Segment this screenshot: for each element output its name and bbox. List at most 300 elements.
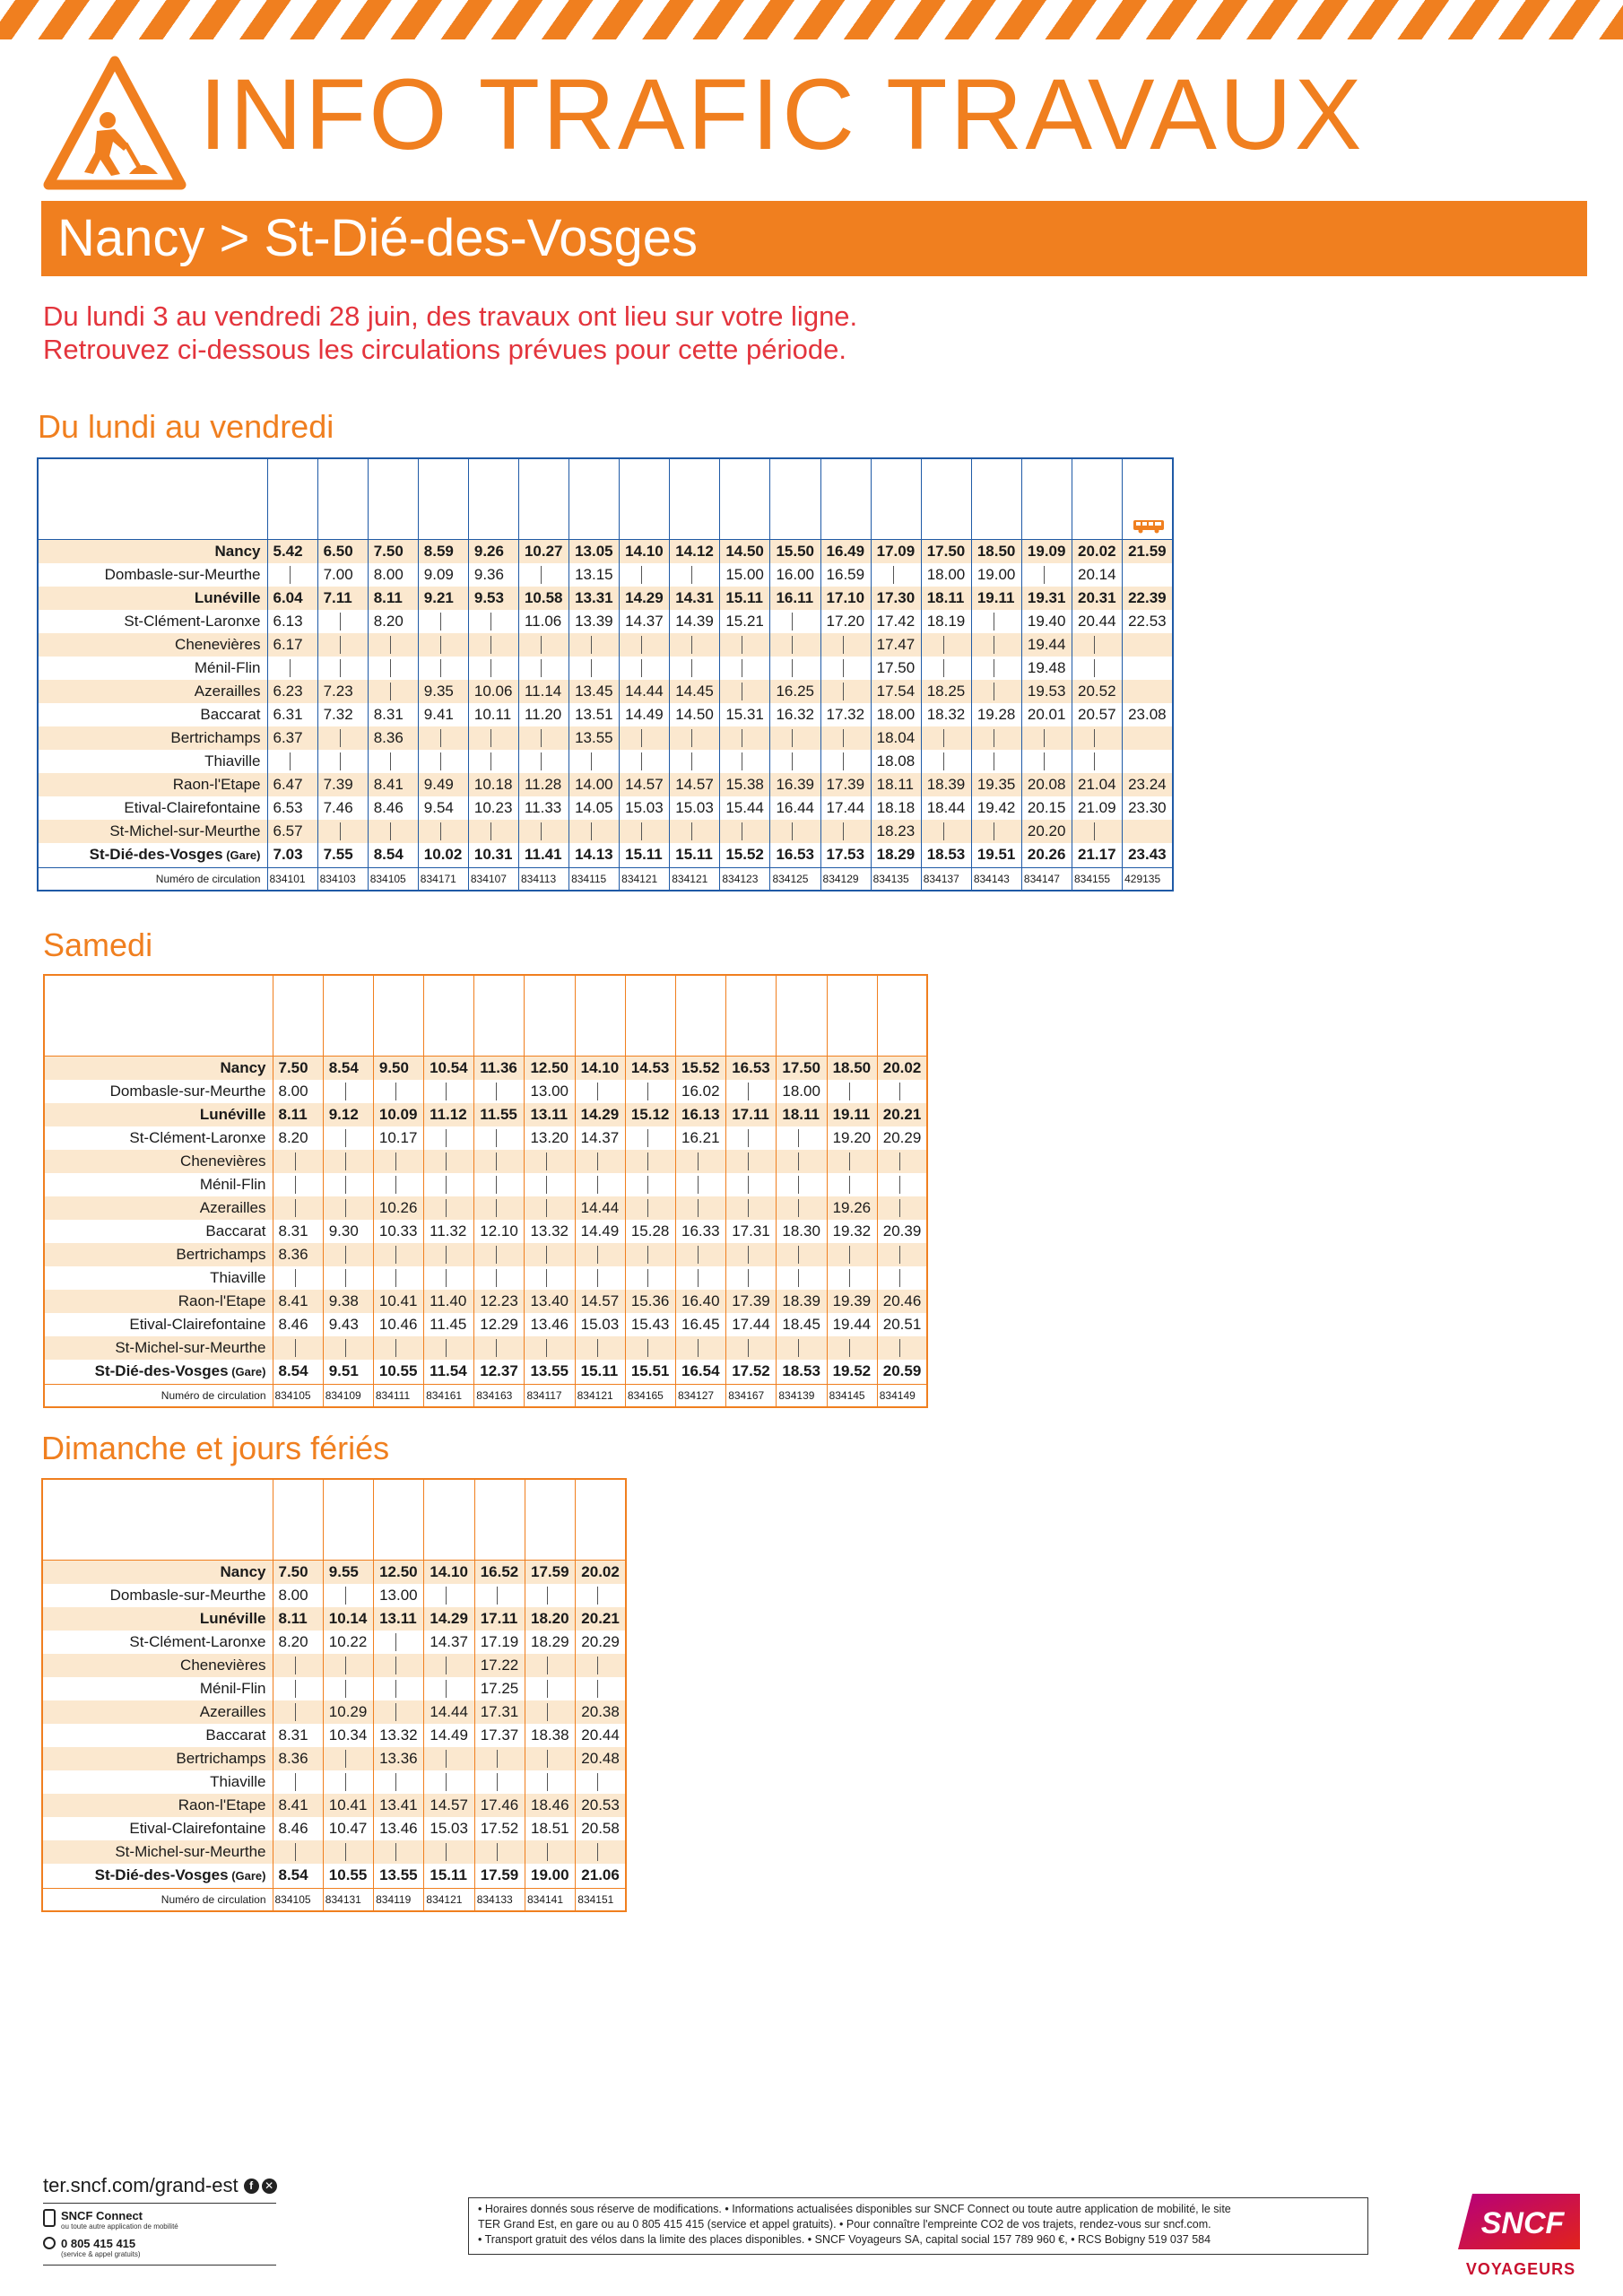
circulation-number: 834143 [971,867,1021,891]
time-cell: 20.57 [1072,703,1123,726]
pass-through-marker [424,1080,474,1103]
time-cell: 14.49 [575,1220,625,1243]
time-cell: 15.11 [720,587,770,610]
time-cell: 21.06 [576,1864,626,1889]
time-cell: 13.11 [374,1607,424,1631]
time-cell: 15.11 [620,843,670,868]
pass-through-marker [474,1584,525,1607]
time-cell: 17.19 [474,1631,525,1654]
time-cell: 16.33 [676,1220,726,1243]
time-cell: 10.29 [323,1700,373,1724]
time-cell: 9.12 [323,1103,373,1126]
station-row [38,773,1173,796]
time-cell: 6.47 [267,773,317,796]
station-name: Lunéville [42,1607,273,1631]
time-cell: 14.00 [569,773,620,796]
time-cell: 15.36 [625,1290,675,1313]
time-cell: 8.31 [273,1220,323,1243]
time-cell: 6.13 [267,610,317,633]
time-cell: 17.09 [871,539,921,563]
pass-through-marker [525,1173,575,1196]
pass-through-marker [273,1700,323,1724]
pass-through-marker [921,633,971,657]
pass-through-marker [468,726,518,750]
time-cell: 20.15 [1021,796,1072,820]
pass-through-marker [676,1173,726,1196]
pass-through-marker [670,657,720,680]
time-cell: 10.41 [373,1290,423,1313]
sunday-timetable [41,1478,627,1912]
time-cell: 18.04 [871,726,921,750]
time-cell: 10.46 [373,1313,423,1336]
pass-through-marker [273,1150,323,1173]
time-cell: 11.28 [518,773,568,796]
pass-through-marker [575,1266,625,1290]
pass-through-marker [518,657,568,680]
circulation-number: 834145 [827,1384,877,1407]
time-cell: 16.39 [770,773,820,796]
station-row [38,563,1173,587]
time-cell: 16.02 [676,1080,726,1103]
header-row [44,975,927,1056]
pass-through-marker [777,1266,827,1290]
time-cell: 13.20 [525,1126,575,1150]
time-cell: 15.03 [575,1313,625,1336]
time-cell: 10.23 [468,796,518,820]
time-cell: 17.50 [777,1056,827,1080]
time-cell: 11.54 [424,1360,474,1385]
pass-through-marker [770,820,820,843]
circulation-number: 834109 [323,1384,373,1407]
pass-through-marker [1072,820,1123,843]
time-cell: 13.00 [525,1080,575,1103]
time-cell: 20.52 [1072,680,1123,703]
time-cell: 18.23 [871,820,921,843]
time-cell: 13.05 [569,539,620,563]
time-cell: 14.29 [575,1103,625,1126]
time-cell: 16.32 [770,703,820,726]
time-cell: 13.11 [525,1103,575,1126]
time-cell: 9.51 [323,1360,373,1385]
time-cell: 6.57 [267,820,317,843]
circulation-number: 834135 [871,867,921,891]
station-name: Azerailles [42,1700,273,1724]
pass-through-marker [971,657,1021,680]
time-cell: 17.46 [474,1794,525,1817]
time-cell: 8.20 [273,1126,323,1150]
time-cell: 19.31 [1021,587,1072,610]
time-cell: 10.09 [373,1103,423,1126]
time-cell: 10.55 [323,1864,373,1889]
sunday-section-title: Dimanche et jours fériés [41,1430,390,1466]
time-cell: 20.21 [576,1607,626,1631]
time-cell: 20.53 [576,1794,626,1817]
pass-through-marker [368,680,418,703]
time-cell: 7.50 [273,1056,323,1080]
pass-through-marker [317,633,368,657]
station-row [38,610,1173,633]
pass-through-marker [877,1243,927,1266]
pass-through-marker [921,820,971,843]
pass-through-marker [827,1336,877,1360]
pass-through-marker [273,1173,323,1196]
station-row [38,796,1173,820]
pass-through-marker [569,657,620,680]
pass-through-marker [373,1173,423,1196]
pass-through-marker [576,1677,626,1700]
pass-through-marker [827,1243,877,1266]
pass-through-marker [726,1173,777,1196]
time-cell: 10.06 [468,680,518,703]
time-cell: 17.59 [474,1864,525,1889]
station-name: Thiaville [38,750,267,773]
circulation-number: 834171 [418,867,468,891]
circulation-numbers-label: Numéro de circulation [38,867,267,891]
station-name: St-Michel-sur-Meurthe [44,1336,273,1360]
time-cell: 20.14 [1072,563,1123,587]
pass-through-marker [676,1243,726,1266]
time-cell: 7.46 [317,796,368,820]
pass-through-marker [576,1840,626,1864]
time-cell: 19.20 [827,1126,877,1150]
time-cell: 17.31 [726,1220,777,1243]
pass-through-marker [877,1150,927,1173]
pass-through-marker [317,726,368,750]
time-cell: 7.50 [368,539,418,563]
time-cell: 16.59 [820,563,871,587]
station-row [44,1126,927,1150]
pass-through-marker [820,633,871,657]
time-cell [1123,633,1173,657]
pass-through-marker [424,1266,474,1290]
time-cell: 17.32 [820,703,871,726]
pass-through-marker [525,1336,575,1360]
time-cell: 17.11 [726,1103,777,1126]
time-cell: 18.45 [777,1313,827,1336]
circulation-number: 834141 [525,1888,575,1911]
pass-through-marker [474,1840,525,1864]
time-cell: 14.31 [670,587,720,610]
intro-line: Retrouvez ci-dessous les circulations prévues pour cette période. [43,334,847,365]
pass-through-marker [323,1080,373,1103]
circulation-number: 834103 [317,867,368,891]
time-cell: 18.18 [871,796,921,820]
pass-through-marker [474,1173,525,1196]
pass-through-marker [620,750,670,773]
pass-through-marker [877,1173,927,1196]
circulation-number: 834121 [575,1384,625,1407]
station-name: Raon-l'Etape [38,773,267,796]
route-banner: Nancy > St-Dié-des-Vosges [41,201,1587,276]
pass-through-marker [620,657,670,680]
time-cell: 21.09 [1072,796,1123,820]
circulation-number: 834139 [777,1384,827,1407]
pass-through-marker [468,633,518,657]
time-cell: 9.54 [418,796,468,820]
time-cell: 8.31 [273,1724,323,1747]
pass-through-marker [424,1677,474,1700]
pass-through-marker [625,1266,675,1290]
phone-number[interactable]: 0 805 415 415 [61,2237,136,2250]
time-cell: 13.46 [374,1817,424,1840]
station-name: St-Dié-des-Vosges (Gare) [42,1864,273,1889]
pass-through-marker [971,820,1021,843]
station-row [42,1607,626,1631]
time-cell: 15.44 [720,796,770,820]
time-cell: 13.32 [525,1220,575,1243]
station-row [44,1150,927,1173]
pass-through-marker [373,1336,423,1360]
station-name: Etival-Clairefontaine [42,1817,273,1840]
time-cell: 18.00 [921,563,971,587]
time-cell: 8.41 [368,773,418,796]
circulation-number: 834105 [368,867,418,891]
time-cell: 8.20 [273,1631,323,1654]
pass-through-marker [273,1677,323,1700]
time-cell: 7.39 [317,773,368,796]
pass-through-marker [770,633,820,657]
station-name: Raon-l'Etape [42,1794,273,1817]
pass-through-marker [670,633,720,657]
pass-through-marker [525,1243,575,1266]
time-cell: 19.11 [827,1103,877,1126]
circulation-number: 834165 [625,1384,675,1407]
time-cell: 20.58 [576,1817,626,1840]
pass-through-marker [323,1747,373,1770]
station-name: Dombasle-sur-Meurthe [44,1080,273,1103]
time-cell [1123,820,1173,843]
pass-through-marker [373,1080,423,1103]
time-cell: 14.10 [424,1560,474,1584]
time-cell: 17.11 [474,1607,525,1631]
time-cell: 10.58 [518,587,568,610]
pass-through-marker [468,610,518,633]
pass-through-marker [827,1150,877,1173]
pass-through-marker [267,657,317,680]
pass-through-marker [620,726,670,750]
pass-through-marker [374,1770,424,1794]
pass-through-marker [418,610,468,633]
pass-through-marker [424,1770,474,1794]
time-cell: 14.29 [424,1607,474,1631]
time-cell: 8.41 [273,1794,323,1817]
station-row [38,657,1173,680]
time-cell: 7.32 [317,703,368,726]
time-cell: 18.11 [871,773,921,796]
circulation-number: 834155 [1072,867,1123,891]
pass-through-marker [525,1700,575,1724]
time-cell: 16.54 [676,1360,726,1385]
station-row [44,1360,927,1385]
saturday-section-title: Samedi [43,926,153,963]
pass-through-marker [368,633,418,657]
time-cell: 9.43 [323,1313,373,1336]
station-name: Baccarat [42,1724,273,1747]
pass-through-marker [726,1080,777,1103]
station-name: Bertrichamps [38,726,267,750]
time-cell: 19.53 [1021,680,1072,703]
facebook-icon[interactable]: f [244,2179,259,2194]
time-cell: 22.53 [1123,610,1173,633]
pass-through-marker [827,1173,877,1196]
time-cell: 8.54 [273,1864,323,1889]
time-cell: 15.31 [720,703,770,726]
x-icon[interactable]: ✕ [262,2179,277,2194]
pass-through-marker [820,657,871,680]
time-cell: 17.31 [474,1700,525,1724]
time-cell: 10.47 [323,1817,373,1840]
time-cell: 11.36 [474,1056,525,1080]
circulation-numbers-row [42,1888,626,1911]
time-cell: 13.41 [374,1794,424,1817]
pass-through-marker [575,1173,625,1196]
time-cell: 14.13 [569,843,620,868]
pass-through-marker [424,1584,474,1607]
station-name: Thiaville [42,1770,273,1794]
station-row [42,1677,626,1700]
pass-through-marker [1021,726,1072,750]
time-cell: 15.28 [625,1220,675,1243]
time-cell: 19.09 [1021,539,1072,563]
pass-through-marker [971,726,1021,750]
pass-through-marker [323,1126,373,1150]
circulation-number: 834131 [323,1888,373,1911]
pass-through-marker [576,1584,626,1607]
header-row [42,1479,626,1560]
time-cell: 13.00 [374,1584,424,1607]
time-cell: 19.48 [1021,657,1072,680]
time-cell: 14.50 [720,539,770,563]
header-row [38,458,1173,539]
pass-through-marker [317,657,368,680]
pass-through-marker [720,680,770,703]
time-cell: 21.04 [1072,773,1123,796]
time-cell: 6.53 [267,796,317,820]
hazard-stripes [0,0,1623,39]
pass-through-marker [525,1196,575,1220]
time-cell: 17.50 [871,657,921,680]
circulation-number: 834101 [267,867,317,891]
time-cell: 8.46 [368,796,418,820]
pass-through-marker [820,680,871,703]
pass-through-marker [777,1336,827,1360]
pass-through-marker [670,726,720,750]
circulation-number: 834147 [1021,867,1072,891]
time-cell: 11.32 [424,1220,474,1243]
pass-through-marker [726,1266,777,1290]
pass-through-marker [323,1196,373,1220]
time-cell: 11.41 [518,843,568,868]
pass-through-marker [877,1196,927,1220]
time-cell: 19.00 [525,1864,575,1889]
time-cell: 18.38 [525,1724,575,1747]
pass-through-marker [317,820,368,843]
pass-through-marker [971,750,1021,773]
circulation-number: 834161 [424,1384,474,1407]
station-name: Dombasle-sur-Meurthe [42,1584,273,1607]
pass-through-marker [625,1150,675,1173]
pass-through-marker [921,726,971,750]
time-cell: 20.39 [877,1220,927,1243]
pass-through-marker [267,750,317,773]
station-row [42,1560,626,1584]
time-cell: 17.53 [820,843,871,868]
time-cell: 17.44 [820,796,871,820]
pass-through-marker [474,1080,525,1103]
pass-through-marker [424,1243,474,1266]
time-cell: 6.50 [317,539,368,563]
station-name: St-Clément-Laronxe [38,610,267,633]
weekday-section-title: Du lundi au vendredi [38,408,334,445]
station-name: Raon-l'Etape [44,1290,273,1313]
time-cell: 18.44 [921,796,971,820]
pass-through-marker [569,750,620,773]
pass-through-marker [625,1243,675,1266]
circulation-number: 834121 [424,1888,474,1911]
time-cell: 23.24 [1123,773,1173,796]
time-cell: 20.26 [1021,843,1072,868]
time-cell: 17.54 [871,680,921,703]
circulation-number: 834121 [620,867,670,891]
time-cell: 7.55 [317,843,368,868]
station-row [42,1840,626,1864]
time-cell: 8.54 [273,1360,323,1385]
pass-through-marker [720,657,770,680]
phone-subtitle: (service & appel gratuits) [61,2250,141,2258]
time-cell: 15.50 [770,539,820,563]
time-cell: 14.49 [424,1724,474,1747]
station-row [42,1654,626,1677]
pass-through-marker [368,750,418,773]
pass-through-marker [726,1196,777,1220]
time-cell: 17.39 [726,1290,777,1313]
station-row [42,1631,626,1654]
time-cell: 17.59 [525,1560,575,1584]
pass-through-marker [625,1196,675,1220]
time-cell: 12.50 [525,1056,575,1080]
pass-through-marker [474,1770,525,1794]
intro-line: Du lundi 3 au vendredi 28 juin, des travaux ont lieu sur votre ligne. [43,300,858,332]
station-row [38,633,1173,657]
time-cell: 16.25 [770,680,820,703]
pass-through-marker [424,1336,474,1360]
station-name: Bertrichamps [44,1243,273,1266]
time-cell: 17.22 [474,1654,525,1677]
station-name: Azerailles [38,680,267,703]
circulation-number: 834111 [373,1384,423,1407]
time-cell: 7.00 [317,563,368,587]
time-cell: 19.28 [971,703,1021,726]
pass-through-marker [625,1080,675,1103]
time-cell: 20.44 [1072,610,1123,633]
time-cell: 5.42 [267,539,317,563]
pass-through-marker [373,1266,423,1290]
time-cell [1123,750,1173,773]
time-cell: 15.11 [424,1864,474,1889]
time-cell: 9.55 [323,1560,373,1584]
station-row [42,1724,626,1747]
pass-through-marker [273,1770,323,1794]
pass-through-marker [518,820,568,843]
time-cell: 20.20 [1021,820,1072,843]
pass-through-marker [418,633,468,657]
time-cell: 10.02 [418,843,468,868]
website-link[interactable]: ter.sncf.com/grand-est [43,2174,239,2196]
time-cell: 17.37 [474,1724,525,1747]
time-cell: 20.48 [576,1747,626,1770]
pass-through-marker [424,1126,474,1150]
time-cell: 14.05 [569,796,620,820]
